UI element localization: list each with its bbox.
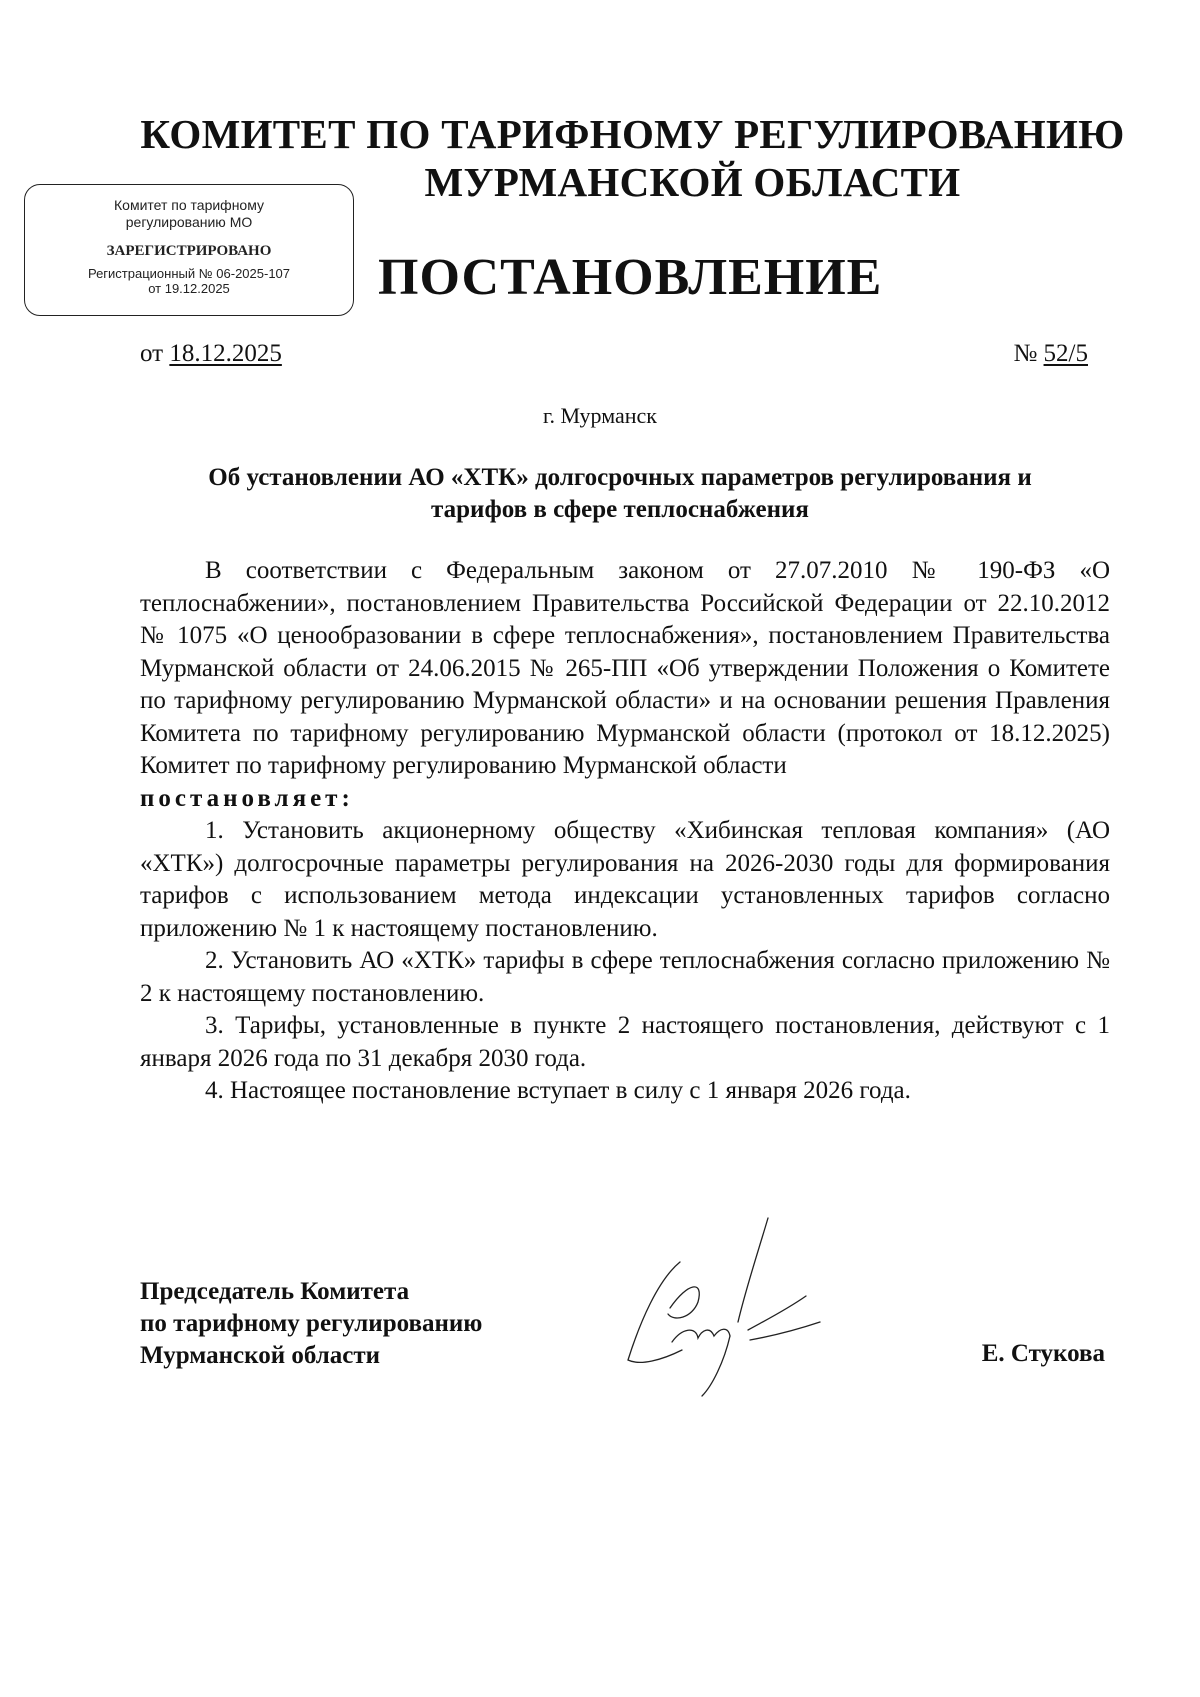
signatory-position-line3: Мурманской области bbox=[140, 1342, 381, 1369]
signatory-position-line1: Председатель Комитета bbox=[140, 1278, 410, 1305]
city: г. Мурманск bbox=[543, 403, 657, 428]
date-prefix: от bbox=[140, 340, 164, 367]
document-type: ПОСТАНОВЛЕНИЕ bbox=[378, 249, 883, 306]
signatory-position bbox=[140, 1276, 482, 1372]
document-date bbox=[140, 340, 282, 368]
organization-title-line1: КОМИТЕТ ПО ТАРИФНОМУ РЕГУЛИРОВАНИЮ bbox=[140, 111, 1125, 157]
stamp-org-line1: Комитет по тарифному bbox=[114, 197, 264, 213]
document-number bbox=[1013, 340, 1088, 368]
number-prefix: № bbox=[1013, 340, 1038, 367]
stamp-org-line2: регулированию МО bbox=[125, 214, 253, 230]
stamp-status: ЗАРЕГИСТРИРОВАНО bbox=[106, 243, 272, 259]
decree-item-2: 2. Установить АО «ХТК» тарифы в сфере теплоснабжения согласно приложению № 2 к настоящему постановлению. bbox=[140, 947, 1110, 1007]
signatory-position-line2: по тарифному регулированию bbox=[140, 1310, 483, 1337]
stamp-reg-number: Регистрационный № 06-2025-107 bbox=[87, 266, 291, 281]
document-title-line1: Об установлении АО «ХТК» долгосрочных параметров регулирования и bbox=[208, 464, 1032, 491]
decree-item-3: 3. Тарифы, установленные в пункте 2 настоящего постановления, действуют с 1 января 2026 года по 31 декабря 2030 года. bbox=[140, 1012, 1110, 1072]
decree-item-4: 4. Настоящее постановление вступает в силу с 1 января 2026 года. bbox=[205, 1077, 911, 1104]
registration-stamp bbox=[24, 184, 354, 316]
preamble-paragraph: В соответствии с Федеральным законом от 27.07.2010 № 190-ФЗ «О теплоснабжении», постановлением Правительства Российской Федерации от 22.10.2012 № 1075 «О ценообразовании в сфере теплоснабжения», постановлением Правительства Мурманской области от 24.06.2015 № 265-ПП «Об утверждении Положения о Комитете по тарифному регулированию Мурманской области» и на основании решения Правления Комитета по тарифному регулированию Мурманской области (протокол от 18.12.2025) Комитет по тарифному регулированию Мурманской области bbox=[140, 557, 1110, 779]
signatory-name: Е. Стукова bbox=[981, 1340, 1105, 1367]
document-title bbox=[140, 462, 1100, 526]
document-body bbox=[140, 555, 1110, 1108]
decree-item-1: 1. Установить акционерному обществу «Хибинская тепловая компания» (АО «ХТК») долгосрочные параметры регулирования на 2026-2030 годы для формирования тарифов с использованием метода индексации установленных тарифов согласно приложению № 1 к настоящему постановлению. bbox=[140, 817, 1110, 942]
document-title-line2: тарифов в сфере теплоснабжения bbox=[431, 496, 809, 523]
date-value: 18.12.2025 bbox=[169, 340, 282, 367]
number-value: 52/5 bbox=[1043, 340, 1088, 367]
decree-word: постановляет: bbox=[140, 784, 354, 812]
stamp-reg-date: от 19.12.2025 bbox=[148, 281, 230, 296]
organization-title-line2: МУРМАНСКОЙ ОБЛАСТИ bbox=[424, 159, 961, 205]
handwritten-signature bbox=[610, 1210, 850, 1405]
